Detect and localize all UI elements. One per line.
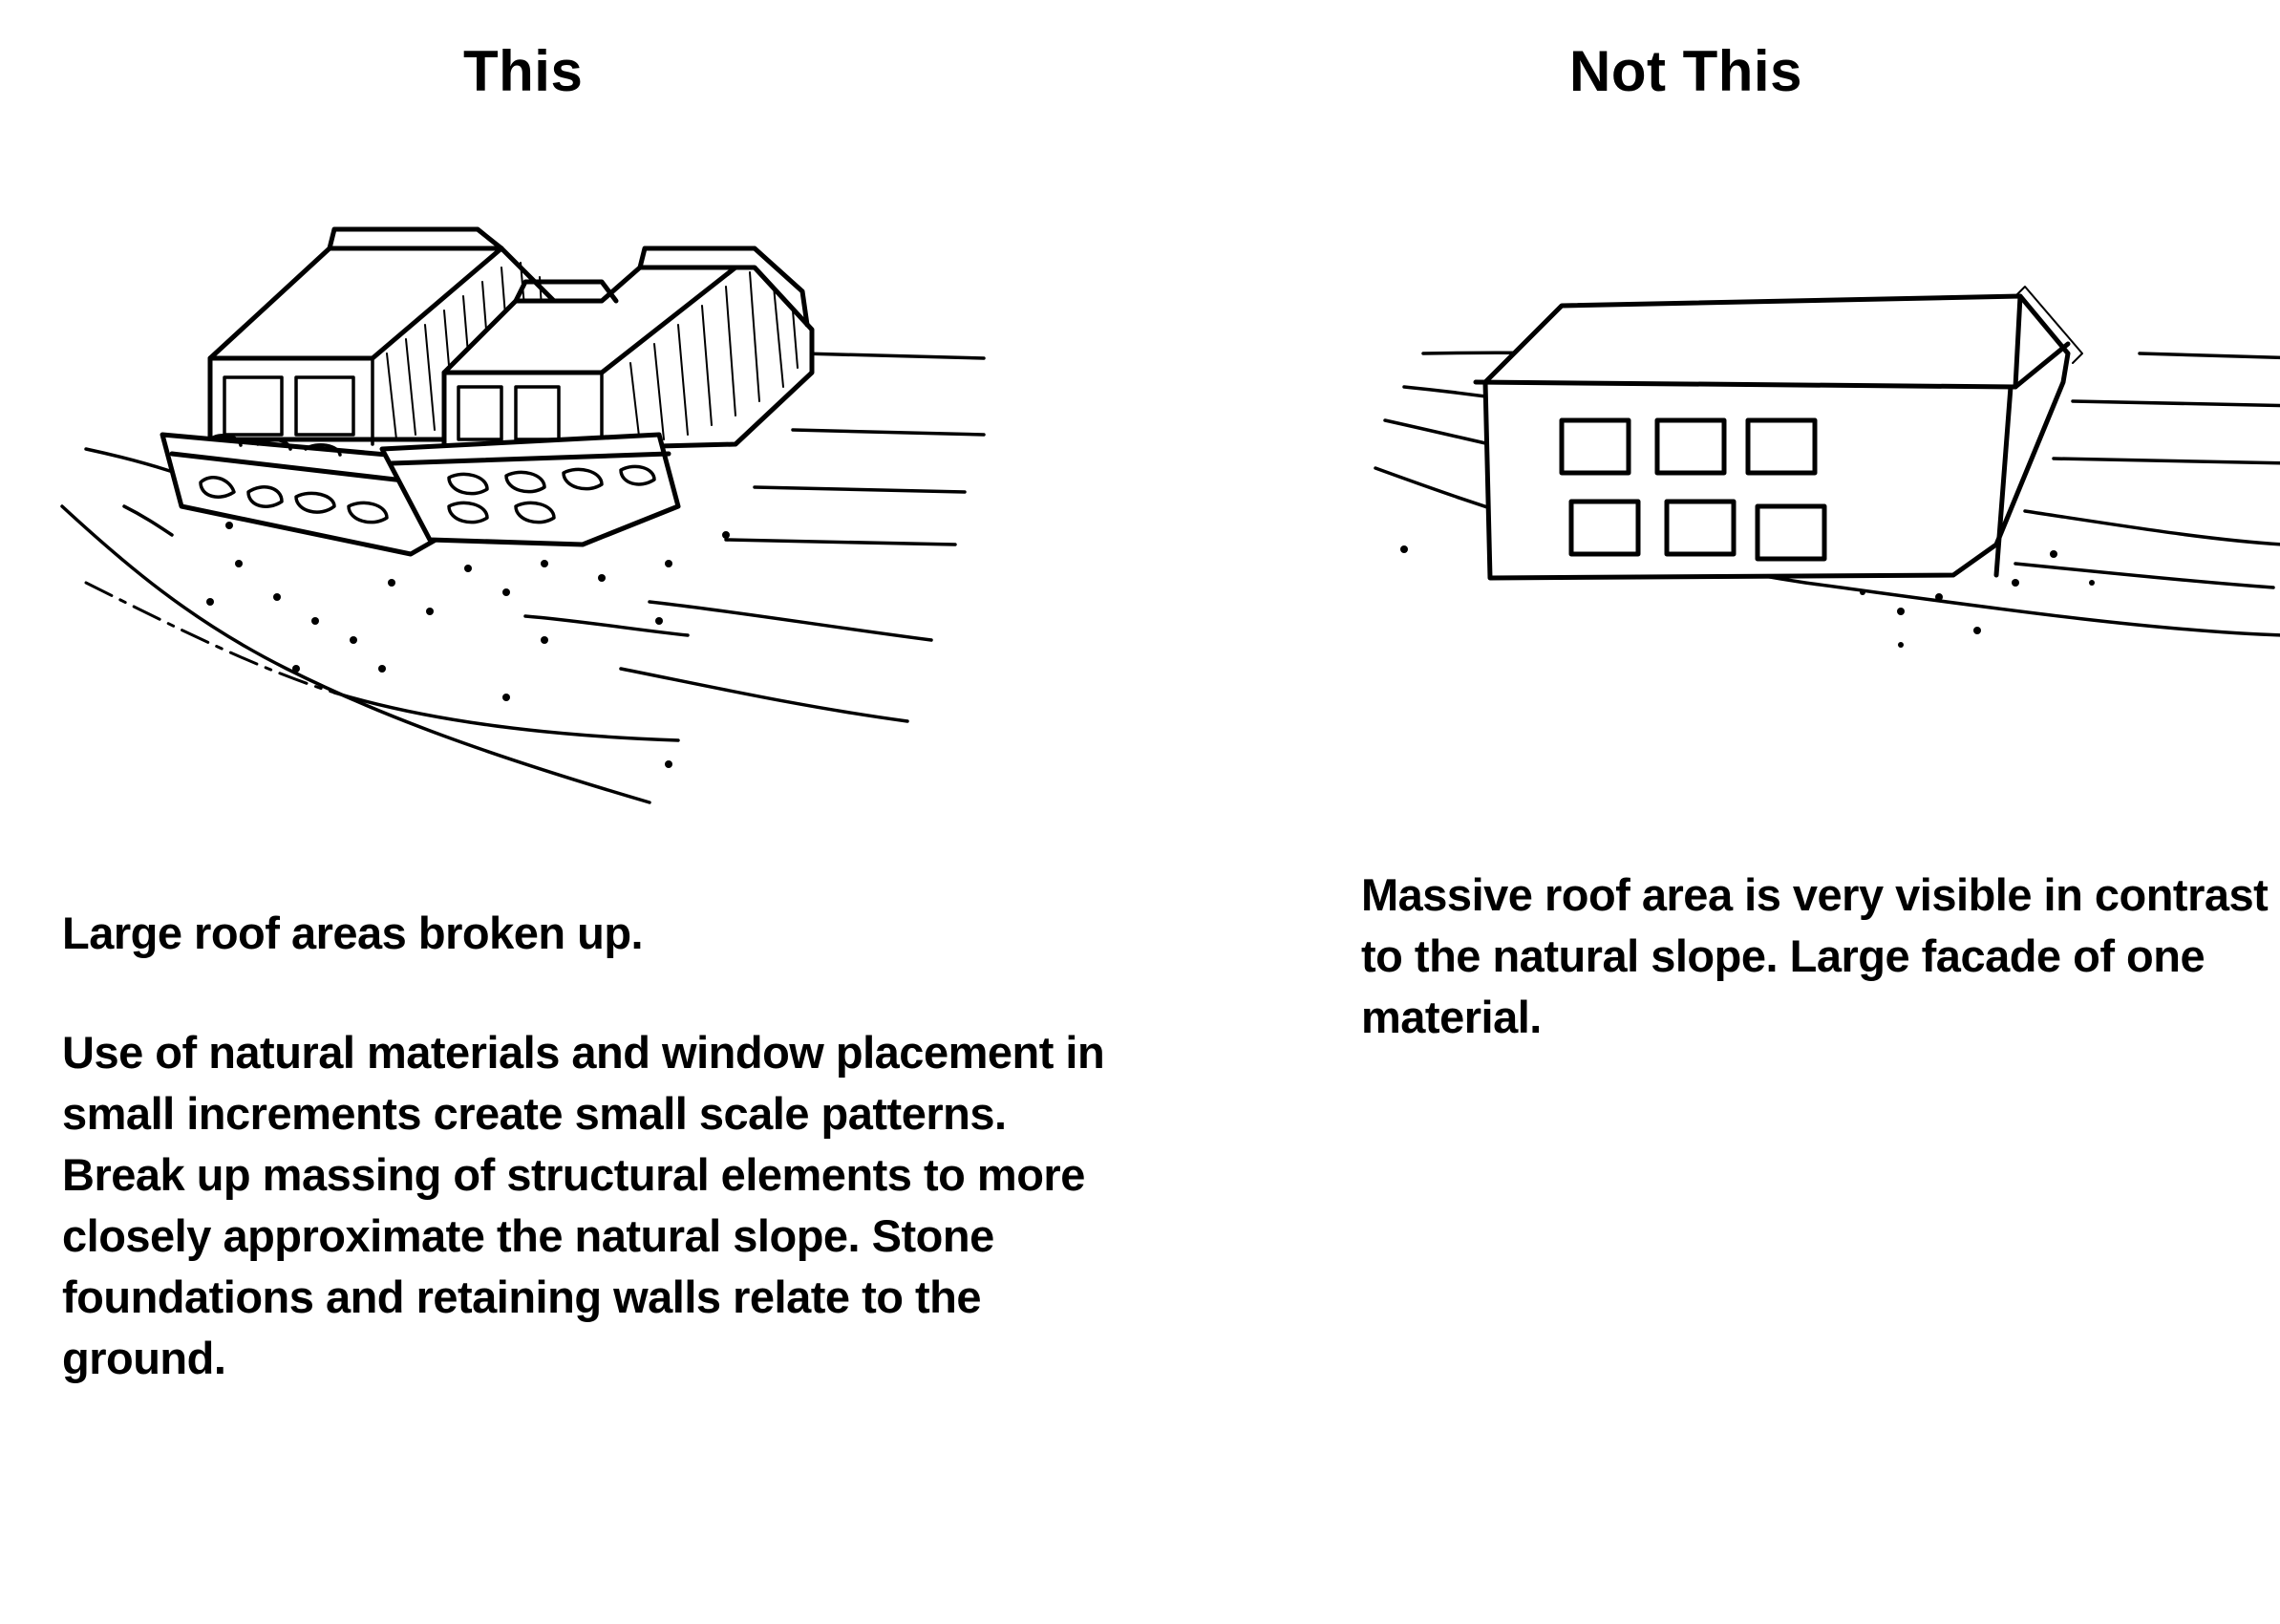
house [1476,287,2082,578]
massive-roof-caption: Massive roof area is very visible in contrast to the natural slope. Large facade of one material. [1361,869,2269,1042]
massive-building-sketch [1328,267,2280,669]
good-example-heading: This [463,39,584,103]
gravel-dots [206,522,730,768]
stepped-buildings-sketch [67,220,1022,812]
roof-caption: Large roof areas broken up. [62,908,644,958]
bad-example-panel [1146,0,2280,1624]
materials-caption: Use of natural materials and window placement in small increments create small scale patterns. Break up massing of structural elements to more closely approximate the natural slope. Stone foundations and retaining walls relate to the ground. [62,1027,1105,1383]
bad-example-heading: Not This [1569,39,1802,103]
stone-retaining-walls [162,435,678,554]
